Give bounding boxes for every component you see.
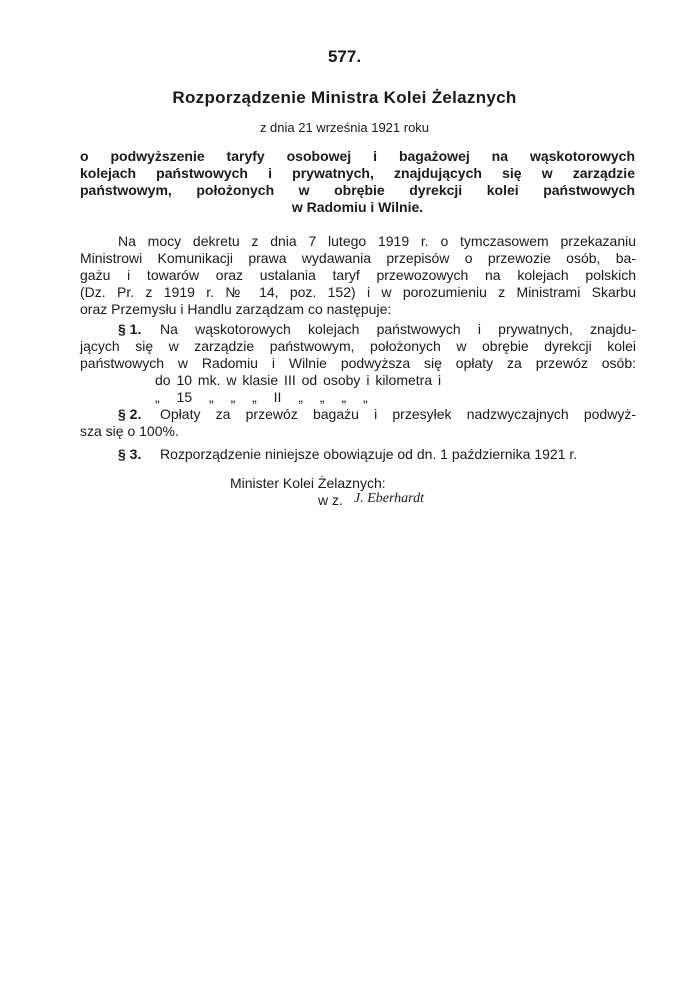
section-line: jących się w zarządzie państwowym, położonych w obrębie dyrekcji kolei — [80, 338, 636, 354]
subject-line: kolejach państwowych i prywatnych, znajdujących się w zarządzie — [80, 165, 635, 181]
date-line: z dnia 21 września 1921 roku — [259, 120, 430, 135]
subject-line: państwowym, położonych w obrębie dyrekcji kolei państwowych — [80, 182, 635, 198]
signature-role: Minister Kolei Żelaznych: — [230, 475, 386, 491]
section-mark: § 1. — [118, 321, 142, 337]
subject-line: o podwyższenie taryfy osobowej i bagażowej na wąskotorowych — [80, 148, 635, 164]
preamble-line: oraz Przemysłu i Handlu zarządzam co następuje: — [80, 301, 392, 317]
section-line: państwowych w Radomiu i Wilnie podwyższa się opłaty za przewóz osób: — [80, 355, 636, 371]
subject-line: w Radomiu i Wilnie. — [291, 199, 424, 215]
signature-name: J. Eberhardt — [354, 491, 424, 506]
preamble-line: gażu i towarów oraz ustalania taryf przewozowych na kolejach polskich — [80, 267, 636, 283]
preamble-line: Ministrowi Komunikacji prawa wydawania przepisów o przewozie osób, ba- — [80, 250, 636, 266]
section-mark: § 3. — [118, 446, 142, 462]
page-number: 577. — [327, 47, 362, 66]
section-line: sza się o 100%. — [80, 423, 179, 439]
preamble-line: (Dz. Pr. z 1919 r. № 14, poz. 152) i w porozumieniu z Ministrami Skarbu — [80, 284, 636, 300]
rate-line: „ 15 „ „ „ II „ „ „ „ — [155, 389, 368, 405]
section-mark: § 2. — [118, 406, 142, 422]
signature-prefix: w z. — [318, 492, 343, 508]
document-title: Rozporządzenie Ministra Kolei Żelaznych — [172, 88, 517, 107]
rate-line: do 10 mk. w klasie III od osoby i kilometra i — [155, 372, 442, 388]
section-line: Rozporządzenie niniejsze obowiązuje od dn. 1 października 1921 r. — [160, 446, 578, 462]
section-line: Opłaty za przewóz bagażu i przesyłek nadzwyczajnych podwyż- — [160, 406, 636, 422]
preamble-line: Na mocy dekretu z dnia 7 lutego 1919 r. o tymczasowem przekazaniu — [118, 233, 636, 249]
section-line: Na wąskotorowych kolejach państwowych i prywatnych, znajdu- — [160, 321, 636, 337]
